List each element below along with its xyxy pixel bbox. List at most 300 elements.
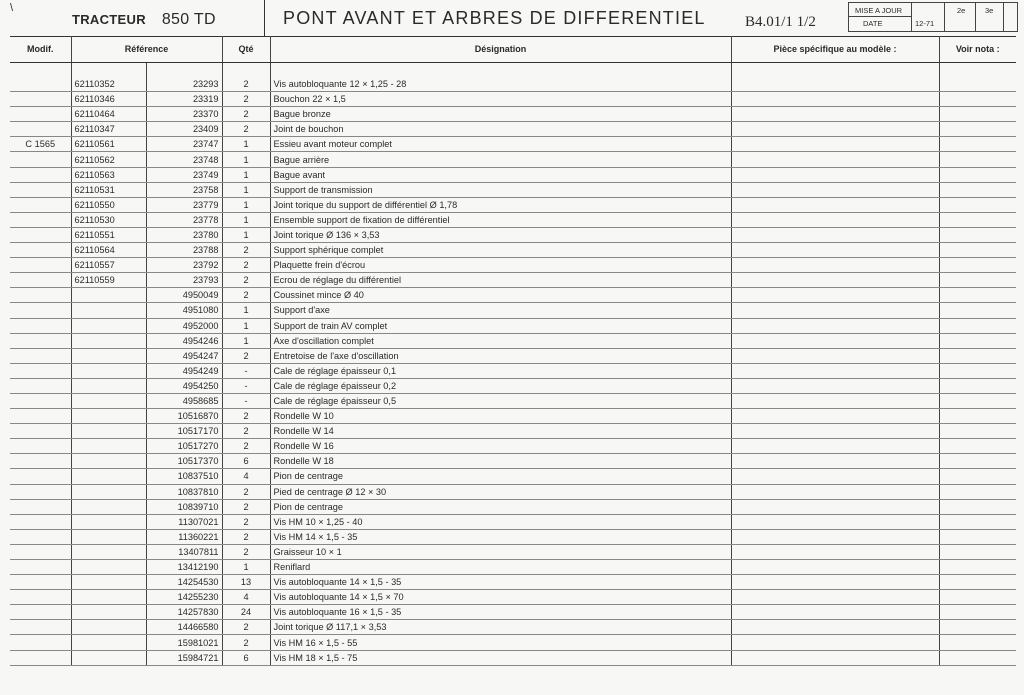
modif-cell [10,514,71,529]
quantity-cell: 2 [222,92,270,107]
designation-cell: Entretoise de l'axe d'oscillation [270,348,731,363]
quantity-cell: 24 [222,605,270,620]
table-row [10,409,1016,424]
reference-secondary-cell: 4952000 [146,318,222,333]
quantity-cell: - [222,363,270,378]
reference-primary-cell: 62110347 [71,122,146,137]
col-reference: Référence [71,36,222,63]
reference-secondary-cell: 11307021 [146,514,222,529]
reference-secondary-cell: 23779 [146,197,222,212]
specific-cell [731,560,939,575]
reference-secondary-cell: 23780 [146,227,222,242]
quantity-cell: 13 [222,575,270,590]
reference-secondary-cell: 10517270 [146,439,222,454]
specific-cell [731,469,939,484]
update-col-divider-3 [975,3,976,31]
notes-cell [939,590,1016,605]
table-row [10,197,1016,212]
specific-cell [731,620,939,635]
designation-cell: Coussinet mince Ø 40 [270,288,731,303]
specific-cell [731,212,939,227]
designation-cell: Joint de bouchon [270,122,731,137]
table-row [10,318,1016,333]
reference-primary-cell: 62110352 [71,77,146,92]
specific-cell [731,529,939,544]
modif-cell [10,620,71,635]
designation-cell: Support de transmission [270,182,731,197]
spacer-cell [270,63,731,78]
quantity-cell: 2 [222,635,270,650]
modif-cell [10,409,71,424]
specific-cell [731,363,939,378]
table-row [10,529,1016,544]
modif-cell [10,605,71,620]
notes-cell [939,620,1016,635]
reference-secondary-cell: 14255230 [146,590,222,605]
reference-primary-cell [71,393,146,408]
specific-cell [731,167,939,182]
reference-primary-cell [71,439,146,454]
table-row [10,212,1016,227]
quantity-cell: 1 [222,227,270,242]
table-row [10,152,1016,167]
modif-cell [10,303,71,318]
reference-primary-cell [71,560,146,575]
specific-cell [731,484,939,499]
spacer-cell [939,63,1016,78]
notes-cell [939,212,1016,227]
notes-cell [939,197,1016,212]
quantity-cell: - [222,393,270,408]
table-row [10,227,1016,242]
modif-cell [10,348,71,363]
notes-cell [939,575,1016,590]
specific-cell [731,575,939,590]
quantity-cell: 2 [222,77,270,92]
col-notes: Voir nota : [939,36,1016,63]
table-row [10,243,1016,258]
reference-secondary-cell: 10516870 [146,409,222,424]
page-title: PONT AVANT ET ARBRES DE DIFFERENTIEL [283,8,706,28]
reference-primary-cell [71,318,146,333]
notes-cell [939,378,1016,393]
date-value: 12-71 [915,19,935,28]
modif-cell [10,212,71,227]
specific-cell [731,152,939,167]
reference-primary-cell [71,590,146,605]
reference-primary-cell: 62110561 [71,137,146,152]
table-row [10,605,1016,620]
table-row [10,303,1016,318]
spacer-cell [71,63,146,78]
quantity-cell: 4 [222,590,270,605]
modif-cell [10,288,71,303]
document-reference: B4.01/1 1/2 [745,14,816,30]
designation-cell: Rondelle W 16 [270,439,731,454]
quantity-cell: 2 [222,439,270,454]
modif-cell [10,258,71,273]
table-row [10,288,1016,303]
designation-cell: Vis HM 14 × 1,5 - 35 [270,529,731,544]
reference-secondary-cell: 23747 [146,137,222,152]
designation-cell: Support sphérique complet [270,243,731,258]
specific-cell [731,137,939,152]
reference-primary-cell [71,303,146,318]
table-row [10,635,1016,650]
designation-cell: Graisseur 10 × 1 [270,544,731,559]
reference-primary-cell [71,424,146,439]
reference-secondary-cell: 4950049 [146,288,222,303]
quantity-cell: 6 [222,454,270,469]
specific-cell [731,650,939,665]
designation-cell: Joint torique Ø 117,1 × 3,53 [270,620,731,635]
notes-cell [939,303,1016,318]
quantity-cell: 2 [222,529,270,544]
col-modif: Modif. [10,36,71,63]
col-specific: Pièce spécifique au modèle : [731,36,939,63]
quantity-cell: 1 [222,137,270,152]
modif-cell [10,318,71,333]
table-row [10,77,1016,92]
quantity-cell: 2 [222,258,270,273]
reference-primary-cell: 62110346 [71,92,146,107]
reference-primary-cell [71,635,146,650]
specific-cell [731,409,939,424]
specific-cell [731,424,939,439]
notes-cell [939,333,1016,348]
spacer-cell [146,63,222,78]
quantity-cell: 1 [222,197,270,212]
notes-cell [939,650,1016,665]
modif-cell [10,92,71,107]
reference-secondary-cell: 13412190 [146,560,222,575]
modif-cell [10,484,71,499]
col-qty: Qté [222,36,270,63]
quantity-cell: 2 [222,424,270,439]
tractor-model: 850 TD [161,11,216,28]
table-row [10,348,1016,363]
specific-cell [731,544,939,559]
notes-cell [939,243,1016,258]
specific-cell [731,197,939,212]
reference-secondary-cell: 23293 [146,77,222,92]
table-row [10,590,1016,605]
specific-cell [731,258,939,273]
designation-cell: Vis HM 16 × 1,5 - 55 [270,635,731,650]
notes-cell [939,499,1016,514]
reference-primary-cell [71,514,146,529]
notes-cell [939,544,1016,559]
notes-cell [939,514,1016,529]
update-col-divider-4 [1003,3,1004,31]
reference-secondary-cell: 4954249 [146,363,222,378]
col-designation: Désignation [270,36,731,63]
modif-cell [10,122,71,137]
reference-secondary-cell: 15984721 [146,650,222,665]
specific-cell [731,273,939,288]
designation-cell: Rondelle W 10 [270,409,731,424]
quantity-cell: 2 [222,122,270,137]
reference-primary-cell [71,650,146,665]
modif-cell [10,469,71,484]
modif-cell [10,650,71,665]
notes-cell [939,454,1016,469]
table-row [10,393,1016,408]
reference-primary-cell [71,544,146,559]
reference-primary-cell [71,499,146,514]
quantity-cell: 2 [222,243,270,258]
modif-cell [10,243,71,258]
reference-primary-cell: 62110557 [71,258,146,273]
quantity-cell: 2 [222,544,270,559]
date-label: DATE [863,19,883,28]
reference-primary-cell: 62110562 [71,152,146,167]
notes-cell [939,484,1016,499]
modif-cell [10,227,71,242]
quantity-cell: 1 [222,167,270,182]
notes-cell [939,318,1016,333]
reference-primary-cell: 62110551 [71,227,146,242]
modif-cell [10,544,71,559]
designation-cell: Bague bronze [270,107,731,122]
quantity-cell: 2 [222,499,270,514]
designation-cell: Vis HM 10 × 1,25 - 40 [270,514,731,529]
reference-primary-cell [71,378,146,393]
reference-primary-cell [71,363,146,378]
modif-cell [10,529,71,544]
update-col-divider-2 [944,3,945,31]
update-label: MISE A JOUR [855,6,903,15]
table-row [10,454,1016,469]
reference-secondary-cell: 23792 [146,258,222,273]
reference-secondary-cell: 10837810 [146,484,222,499]
specific-cell [731,439,939,454]
table-row [10,439,1016,454]
reference-primary-cell [71,409,146,424]
table-row [10,424,1016,439]
reference-secondary-cell: 13407811 [146,544,222,559]
quantity-cell: 2 [222,107,270,122]
modif-cell [10,273,71,288]
quantity-cell: 4 [222,469,270,484]
notes-cell [939,635,1016,650]
modif-cell [10,77,71,92]
specific-cell [731,122,939,137]
reference-primary-cell: 62110531 [71,182,146,197]
specific-cell [731,107,939,122]
quantity-cell: 2 [222,273,270,288]
modif-cell [10,499,71,514]
update-col-2: 2e [957,6,966,15]
notes-cell [939,439,1016,454]
reference-primary-cell [71,605,146,620]
modif-cell [10,393,71,408]
quantity-cell: 1 [222,303,270,318]
notes-cell [939,363,1016,378]
quantity-cell: 1 [222,182,270,197]
reference-primary-cell [71,484,146,499]
notes-cell [939,605,1016,620]
notes-cell [939,393,1016,408]
reference-primary-cell [71,454,146,469]
table-row [10,137,1016,152]
designation-cell: Reniflard [270,560,731,575]
quantity-cell: 2 [222,409,270,424]
designation-cell: Cale de réglage épaisseur 0,2 [270,378,731,393]
parts-table [10,36,1016,666]
specific-cell [731,318,939,333]
modif-cell [10,152,71,167]
notes-cell [939,152,1016,167]
reference-secondary-cell: 15981021 [146,635,222,650]
modif-cell [10,635,71,650]
reference-secondary-cell: 14254530 [146,575,222,590]
designation-cell: Rondelle W 14 [270,424,731,439]
reference-primary-cell [71,469,146,484]
designation-cell: Vis autobloquante 14 × 1,5 × 70 [270,590,731,605]
notes-cell [939,348,1016,363]
designation-cell: Bague avant [270,167,731,182]
parts-sheet [10,0,1016,695]
notes-cell [939,92,1016,107]
notes-cell [939,288,1016,303]
spacer-row [10,63,1016,78]
table-row [10,620,1016,635]
designation-cell: Bague arrière [270,152,731,167]
quantity-cell: - [222,378,270,393]
sheet-header [10,0,1016,37]
reference-secondary-cell: 10837510 [146,469,222,484]
reference-secondary-cell: 23788 [146,243,222,258]
quantity-cell: 2 [222,620,270,635]
header-divider [264,0,265,36]
notes-cell [939,258,1016,273]
reference-secondary-cell: 10839710 [146,499,222,514]
reference-secondary-cell: 4954250 [146,378,222,393]
notes-cell [939,469,1016,484]
modif-cell [10,182,71,197]
table-row [10,544,1016,559]
reference-primary-cell: 62110530 [71,212,146,227]
quantity-cell: 2 [222,514,270,529]
reference-secondary-cell: 14466580 [146,620,222,635]
modif-cell [10,590,71,605]
reference-primary-cell: 62110550 [71,197,146,212]
reference-secondary-cell: 23749 [146,167,222,182]
table-row [10,92,1016,107]
reference-secondary-cell: 23758 [146,182,222,197]
reference-secondary-cell: 4951080 [146,303,222,318]
designation-cell: Pion de centrage [270,499,731,514]
reference-secondary-cell: 23778 [146,212,222,227]
specific-cell [731,514,939,529]
designation-cell: Pion de centrage [270,469,731,484]
reference-primary-cell [71,529,146,544]
modif-cell [10,197,71,212]
quantity-cell: 1 [222,560,270,575]
table-row [10,484,1016,499]
update-box [848,2,1018,32]
designation-cell: Essieu avant moteur complet [270,137,731,152]
tractor-label-text: TRACTEUR [72,12,146,27]
table-row [10,182,1016,197]
quantity-cell: 1 [222,318,270,333]
quantity-cell: 6 [222,650,270,665]
reference-primary-cell [71,288,146,303]
notes-cell [939,424,1016,439]
notes-cell [939,122,1016,137]
quantity-cell: 2 [222,484,270,499]
reference-primary-cell [71,333,146,348]
table-row [10,107,1016,122]
quantity-cell: 2 [222,348,270,363]
table-row [10,499,1016,514]
spacer-cell [10,63,71,78]
table-row [10,363,1016,378]
reference-primary-cell [71,575,146,590]
modif-cell [10,424,71,439]
modif-cell [10,454,71,469]
reference-secondary-cell: 11360221 [146,529,222,544]
table-row [10,167,1016,182]
reference-primary-cell: 62110559 [71,273,146,288]
designation-cell: Joint torique du support de différentiel Ø 1,78 [270,197,731,212]
designation-cell: Joint torique Ø 136 × 3,53 [270,227,731,242]
update-divider [849,16,911,17]
modif-cell [10,378,71,393]
reference-secondary-cell: 10517170 [146,424,222,439]
specific-cell [731,605,939,620]
specific-cell [731,348,939,363]
quantity-cell: 1 [222,212,270,227]
table-row [10,560,1016,575]
table-row [10,273,1016,288]
specific-cell [731,454,939,469]
modif-cell: C 1565 [10,137,71,152]
modif-cell [10,575,71,590]
table-row [10,122,1016,137]
specific-cell [731,590,939,605]
modif-cell [10,333,71,348]
notes-cell [939,182,1016,197]
reference-primary-cell [71,620,146,635]
designation-cell: Cale de réglage épaisseur 0,5 [270,393,731,408]
quantity-cell: 1 [222,152,270,167]
notes-cell [939,560,1016,575]
reference-primary-cell: 62110564 [71,243,146,258]
modif-cell [10,560,71,575]
specific-cell [731,393,939,408]
table-row [10,258,1016,273]
table-row [10,514,1016,529]
spacer-cell [731,63,939,78]
reference-secondary-cell: 23409 [146,122,222,137]
designation-cell: Vis HM 18 × 1,5 - 75 [270,650,731,665]
reference-secondary-cell: 23319 [146,92,222,107]
designation-cell: Vis autobloquante 16 × 1,5 - 35 [270,605,731,620]
specific-cell [731,92,939,107]
designation-cell: Bouchon 22 × 1,5 [270,92,731,107]
quantity-cell: 2 [222,288,270,303]
designation-cell: Support d'axe [270,303,731,318]
designation-cell: Rondelle W 18 [270,454,731,469]
specific-cell [731,635,939,650]
table-row [10,469,1016,484]
reference-primary-cell [71,348,146,363]
reference-secondary-cell: 10517370 [146,454,222,469]
reference-secondary-cell: 23793 [146,273,222,288]
designation-cell: Ecrou de réglage du différentiel [270,273,731,288]
